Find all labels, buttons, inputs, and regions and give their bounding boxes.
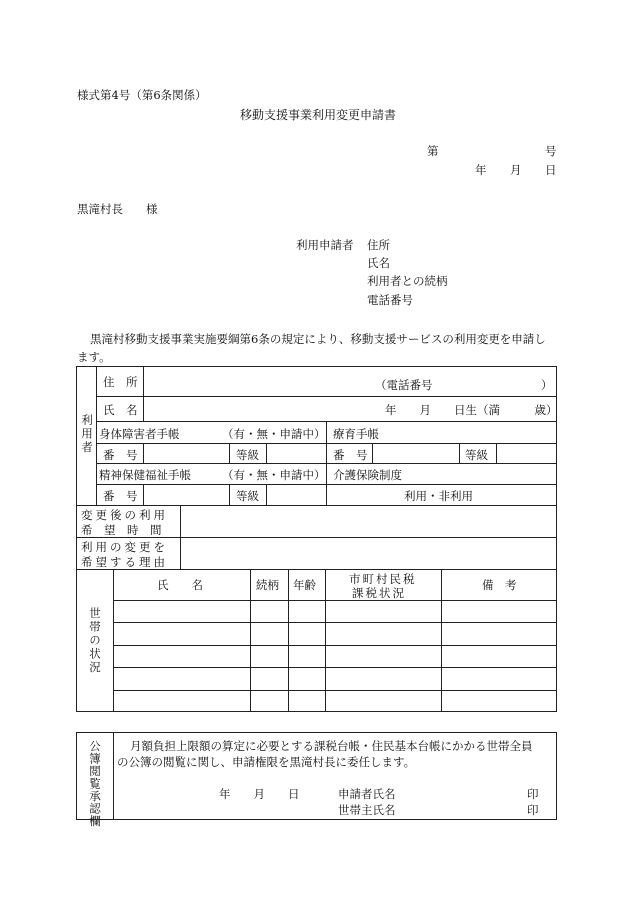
- change-time-label-2: 希 望 時 間: [81, 523, 162, 537]
- grade-label-3: 等級: [236, 489, 259, 503]
- use-nonuse-label: 利用・非利用: [404, 489, 473, 503]
- consent-date: 年 月 日: [219, 787, 300, 801]
- ryoiku-label: 療育手帳: [333, 427, 379, 441]
- consent-applicant-name: 申請者氏名: [338, 787, 396, 801]
- user-side-label: 利用者: [80, 414, 94, 455]
- consent-householder-name: 世帯主氏名: [338, 803, 396, 817]
- addressee-name: 黒滝村長: [77, 202, 123, 216]
- change-reason-label-1: 利用の変更を: [81, 540, 168, 554]
- mental-status: （有・無・申請中）: [222, 468, 326, 482]
- applicant-label: 利用申請者: [296, 238, 354, 252]
- consent-applicant-seal: 印: [527, 787, 539, 801]
- change-reason-label-2: 希望する理由: [81, 555, 168, 569]
- consent-text-line1: 月額負担上限額の算定に必要とする課税台帳・住民基本台帳にかかる世帯全員: [130, 739, 533, 753]
- disability-book-label: 身体障害者手帳: [99, 427, 180, 441]
- number-label-1: 番 号: [103, 448, 138, 462]
- household-header-tax-1: 市町村民税: [349, 572, 417, 586]
- household-header-age: 年齢: [293, 578, 316, 592]
- date-month: 月: [510, 163, 522, 177]
- consent-side-label: 公簿閲覧承認欄: [88, 740, 102, 828]
- date-year: 年: [475, 163, 487, 177]
- household-side-label: 世帯の状況: [88, 607, 102, 675]
- birth-label: 年 月 日生（満 歳）: [385, 403, 558, 417]
- care-insurance-label: 介護保険制度: [333, 468, 402, 482]
- disability-status: （有・無・申請中）: [222, 427, 326, 441]
- mental-book-label: 精神保健福祉手帳: [99, 468, 191, 482]
- change-time-label-1: 変更後の利用: [81, 508, 168, 522]
- applicant-address: 住所: [367, 238, 390, 252]
- date-day: 日: [545, 163, 557, 177]
- household-header-remarks: 備 考: [482, 578, 517, 592]
- household-header-relation: 続柄: [256, 578, 279, 592]
- applicant-phone: 電話番号: [367, 293, 413, 307]
- phone-open: （電話番号: [375, 378, 433, 392]
- applicant-relation: 利用者との続柄: [367, 274, 448, 288]
- applicant-name: 氏名: [367, 256, 390, 270]
- household-header-name: 氏 名: [157, 578, 203, 592]
- grade-label-2: 等級: [465, 448, 488, 462]
- number-label-2: 番 号: [333, 448, 368, 462]
- name-label: 氏 名: [103, 403, 138, 417]
- body-text-line1: 黒滝村移動支援事業実施要綱第6条の規定により、移動支援サービスの利用変更を申請し: [90, 332, 546, 346]
- number-label-3: 番 号: [103, 489, 138, 503]
- address-label: 住 所: [103, 375, 138, 389]
- addressee-honorific: 様: [146, 202, 158, 216]
- phone-close: ）: [541, 378, 553, 392]
- doc-number-prefix: 第: [427, 144, 439, 158]
- grade-label-1: 等級: [236, 448, 259, 462]
- consent-householder-seal: 印: [527, 803, 539, 817]
- doc-number-suffix: 号: [545, 144, 557, 158]
- consent-text-line2: の公簿の閲覧に関し、申請権限を黒滝村長に委任します。: [117, 755, 416, 769]
- household-header-tax-2: 課税状況: [352, 586, 406, 600]
- body-text-line2: ます。: [77, 350, 111, 364]
- page-title: 移動支援事業利用変更申請書: [240, 108, 397, 122]
- form-number: 様式第4号（第6条関係）: [77, 88, 207, 102]
